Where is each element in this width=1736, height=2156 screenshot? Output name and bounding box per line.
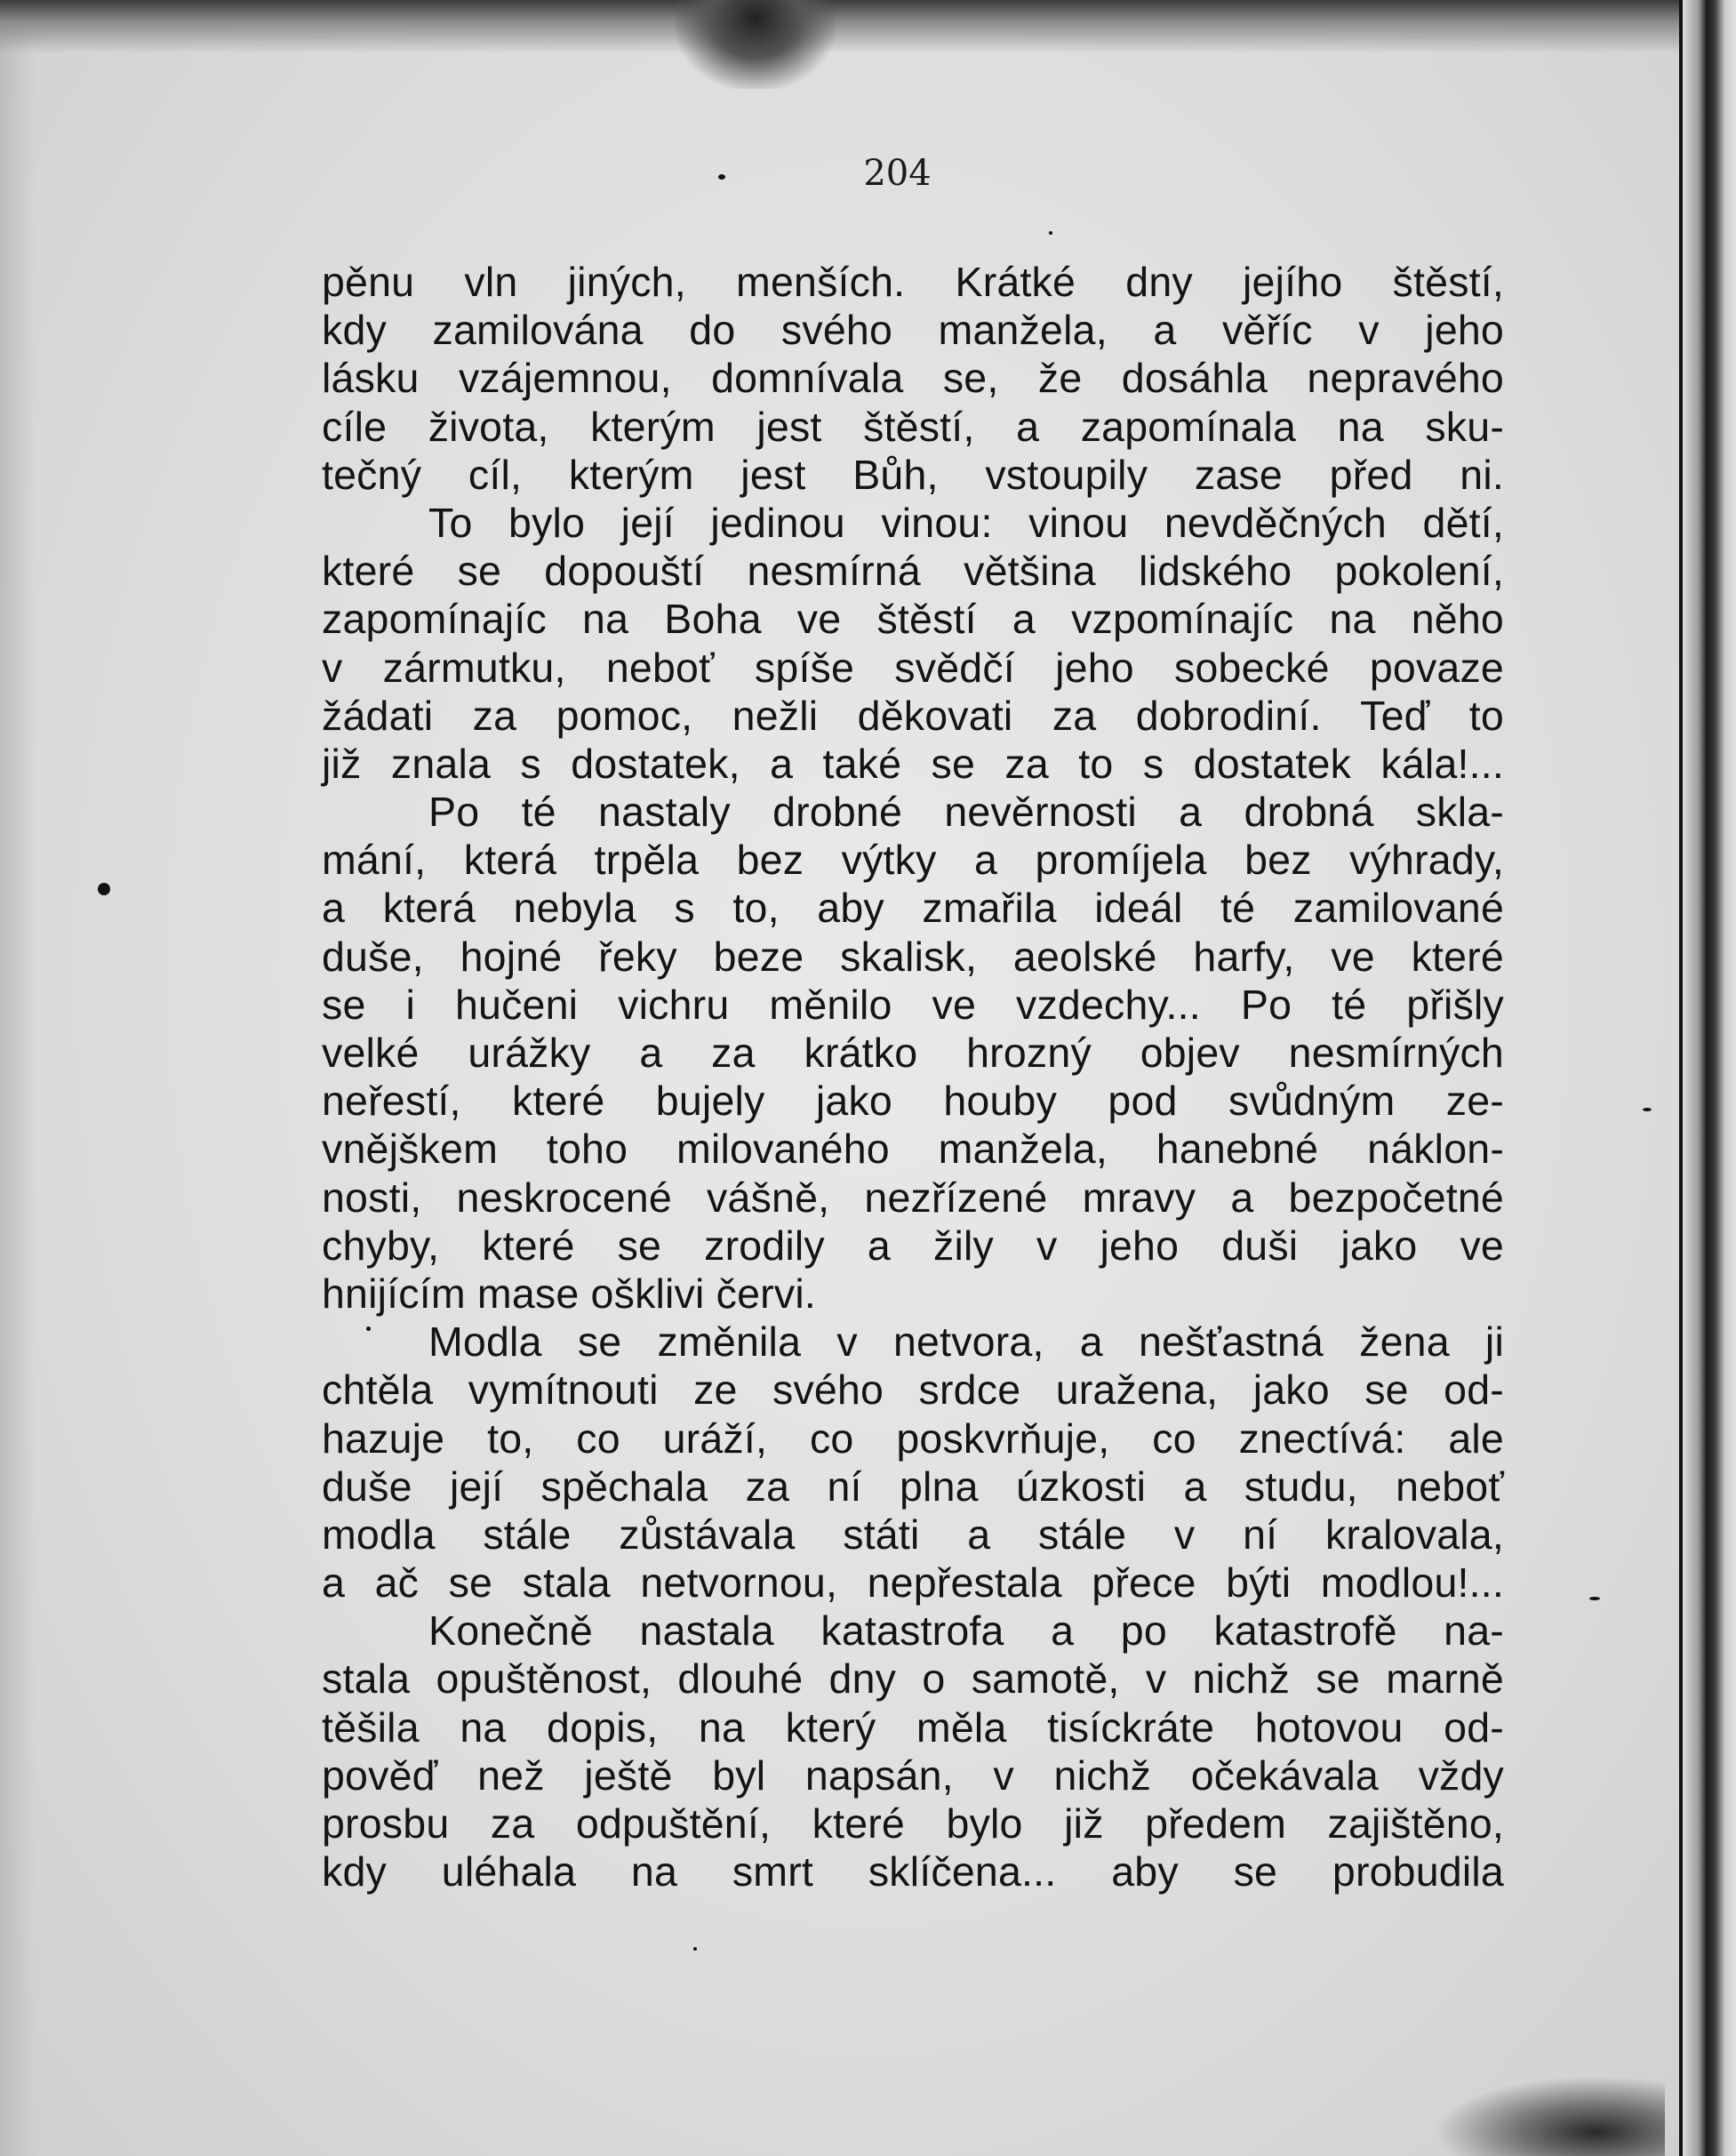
text-line: Po té nastaly drobné nevěrnosti a drobná skla- [428, 789, 1504, 836]
text-line: cíle života, kterým jest štěstí, a zapomínala na sku- [322, 403, 1504, 450]
text-line: stala opuštěnost, dlouhé dny o samotě, v nichž se marně [322, 1655, 1504, 1703]
text-line: Modla se změnila v netvora, a nešťastná žena ji [428, 1318, 1504, 1366]
text-line: hnijícím mase ošklivi červi. [322, 1270, 816, 1317]
text-line: pověď než ještě byl napsán, v nichž očekávala vždy [322, 1751, 1504, 1799]
text-line: kdy uléhala na smrt sklíčena... aby se probudila [322, 1848, 1504, 1896]
text-line: v zármutku, neboť spíše svědčí jeho sobecké povaze [322, 644, 1504, 691]
text-line: To bylo její jedinou vinou: vinou nevděčných dětí, [428, 499, 1504, 546]
text-line: tečný cíl, kterým jest Bůh, vstoupily zase před ni. [322, 451, 1504, 498]
bottom-smudge [1434, 2076, 1665, 2156]
speck [1589, 1597, 1600, 1600]
text-line: a ač se stala netvornou, nepřestala přece býti modlou!... [322, 1559, 1504, 1607]
page-top-shadow [0, 0, 1736, 53]
ink-blot [676, 0, 836, 89]
page-left-edge-shadow [0, 0, 36, 2156]
text-line: se i hučeni vichru měnilo ve vzdechy... Po té přišly [322, 981, 1504, 1028]
text-line: chyby, které se zrodily a žily v jeho duši jako ve [322, 1222, 1504, 1269]
speck [1049, 231, 1052, 235]
text-line: neřestí, které bujely jako houby pod svůdným ze- [322, 1078, 1504, 1125]
text-line: hazuje to, co uráží, co poskvrňuje, co znectívá: ale [322, 1415, 1504, 1462]
text-line: vnějškem toho milovaného manžela, hanebné náklon- [322, 1126, 1504, 1173]
speck [693, 1947, 697, 1951]
speck [98, 883, 110, 895]
text-line: Konečně nastala katastrofa a po katastrofě na- [428, 1607, 1504, 1655]
text-line: lásku vzájemnou, domnívala se, že dosáhla nepravého [322, 355, 1504, 402]
text-line: zapomínajíc na Boha ve štěstí a vzpomínajíc na něho [322, 596, 1504, 643]
text-line: a která nebyla s to, aby zmařila ideál té zamilované [322, 885, 1504, 932]
text-line: duše její spěchala za ní plna úzkosti a studu, neboť [322, 1463, 1504, 1510]
text-line: které se dopouští nesmírná většina lidského pokolení, [322, 548, 1504, 595]
body-text [322, 258, 1504, 1896]
text-line: prosbu za odpuštění, které bylo již předem zajištěno, [322, 1800, 1504, 1847]
text-line: duše, hojné řeky beze skalisk, aeolské harfy, ve které [322, 933, 1504, 980]
text-line: žádati za pomoc, nežli děkovati za dobrodiní. Teď to [322, 692, 1504, 739]
page-right-edge [1683, 0, 1736, 2156]
text-line: kdy zamilována do svého manžela, a věříc v jeho [322, 307, 1504, 354]
text-line: těšila na dopis, na který měla tisíckráte hotovou od- [322, 1703, 1504, 1751]
page-number: 204 [863, 153, 932, 194]
text-line: chtěla vymítnouti ze svého srdce uražena, jako se od- [322, 1367, 1504, 1414]
text-line: již znala s dostatek, a také se za to s dostatek kála!... [322, 740, 1504, 787]
text-line: mání, která trpěla bez výtky a promíjela bez výhrady, [322, 837, 1504, 884]
text-line: nosti, neskrocené vášně, nezřízené mravy a bezpočetné [322, 1174, 1504, 1221]
text-line: pěnu vln jiných, menších. Krátké dny jejího štěstí, [322, 259, 1504, 305]
text-line: velké urážky a za krátko hrozný objev nesmírných [322, 1030, 1504, 1076]
speck [1643, 1108, 1652, 1111]
text-line: modla stále zůstávala státi a stále v ní kralovala, [322, 1511, 1504, 1558]
